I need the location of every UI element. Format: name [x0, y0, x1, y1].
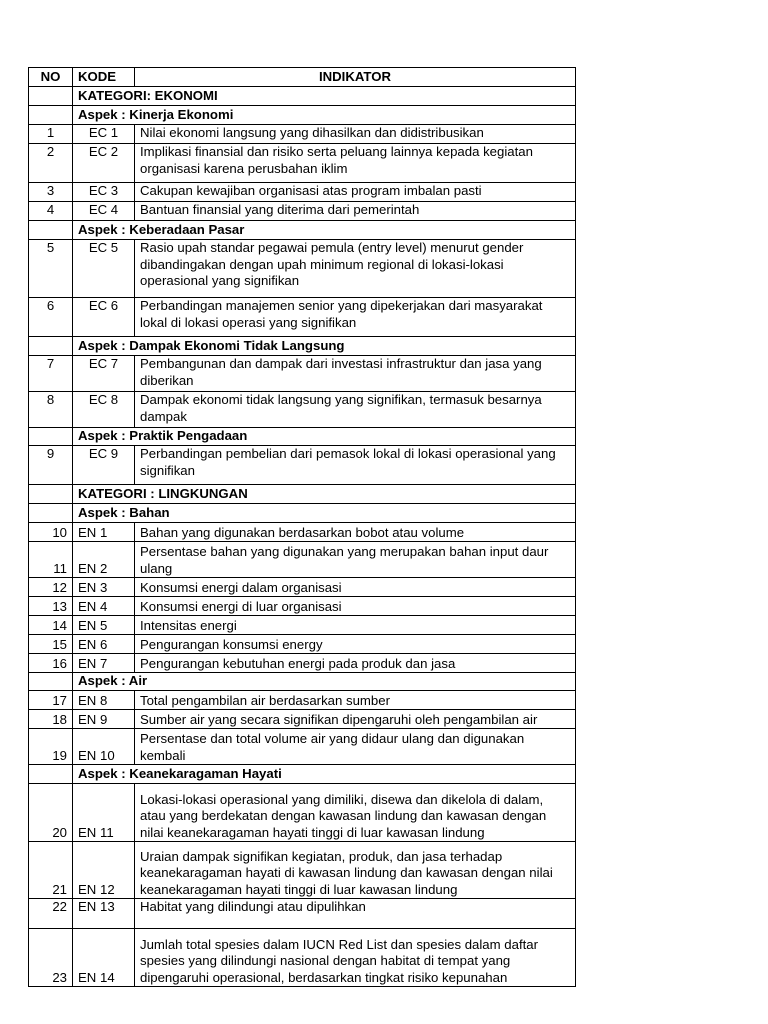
category-row — [29, 106, 576, 125]
table-row — [29, 929, 576, 987]
table-row — [29, 597, 576, 616]
category-label: Aspek : Praktik Pengadaan — [73, 428, 576, 446]
row-code: EN 11 — [73, 784, 135, 842]
table-row — [29, 899, 576, 929]
empty-cell — [29, 87, 73, 106]
row-indicator: Bahan yang digunakan berdasarkan bobot atau volume — [135, 523, 576, 542]
table-row — [29, 635, 576, 654]
row-number: 22 — [29, 899, 73, 929]
category-label: KATEGORI : LINGKUNGAN — [73, 485, 576, 504]
category-label: Aspek : Bahan — [73, 504, 576, 523]
row-number: 10 — [29, 523, 73, 542]
row-indicator: Jumlah total spesies dalam IUCN Red List dan spesies dalam daftar spesies yang dilindungi nasional dengan habitat di tempat yang dipengaruhi operasional, berdasarkan tingkat risiko kepunahan — [135, 929, 576, 987]
category-row — [29, 673, 576, 691]
row-indicator: Konsumsi energi dalam organisasi — [135, 578, 576, 597]
row-indicator: Sumber air yang secara signifikan dipengaruhi oleh pengambilan air — [135, 710, 576, 729]
empty-cell — [29, 673, 73, 691]
table-row — [29, 392, 576, 428]
row-code: EC 4 — [73, 202, 135, 221]
category-row — [29, 337, 576, 356]
row-number: 21 — [29, 842, 73, 899]
row-indicator: Implikasi finansial dan risiko serta peluang lainnya kepada kegiatan organisasi karena perusbahan iklim — [135, 144, 576, 183]
row-code: EN 7 — [73, 654, 135, 673]
row-indicator: Pengurangan kebutuhan energi pada produk dan jasa — [135, 654, 576, 673]
table-body — [29, 87, 576, 987]
row-number: 18 — [29, 710, 73, 729]
table-row — [29, 710, 576, 729]
table-row — [29, 356, 576, 392]
row-code: EC 7 — [73, 356, 135, 392]
row-number: 23 — [29, 929, 73, 987]
header-row — [29, 68, 576, 87]
indicator-table — [28, 67, 576, 987]
row-number: 8 — [29, 392, 73, 428]
row-code: EN 9 — [73, 710, 135, 729]
header-no: NO — [29, 68, 73, 87]
table-row — [29, 202, 576, 221]
row-code: EN 14 — [73, 929, 135, 987]
empty-cell — [29, 221, 73, 240]
table-row — [29, 523, 576, 542]
row-code: EN 12 — [73, 842, 135, 899]
row-indicator: Perbandingan manajemen senior yang dipekerjakan dari masyarakat lokal di lokasi operasi yang signifikan — [135, 298, 576, 337]
row-indicator: Pembangunan dan dampak dari investasi infrastruktur dan jasa yang diberikan — [135, 356, 576, 392]
table-row — [29, 654, 576, 673]
row-code: EN 1 — [73, 523, 135, 542]
row-number: 14 — [29, 616, 73, 635]
category-label: Aspek : Keanekaragaman Hayati — [73, 765, 576, 784]
table-row — [29, 578, 576, 597]
row-code: EN 6 — [73, 635, 135, 654]
table-row — [29, 691, 576, 710]
table-row — [29, 183, 576, 202]
table-row — [29, 842, 576, 899]
category-label: Aspek : Keberadaan Pasar — [73, 221, 576, 240]
header-indikator: INDIKATOR — [135, 68, 576, 87]
row-indicator: Rasio upah standar pegawai pemula (entry level) menurut gender dibandingakan dengan upah minimum regional di lokasi-lokasi operasional yang signifikan — [135, 240, 576, 298]
row-indicator: Konsumsi energi di luar organisasi — [135, 597, 576, 616]
category-row — [29, 87, 576, 106]
table-row — [29, 298, 576, 337]
table-row — [29, 542, 576, 578]
table-row — [29, 125, 576, 144]
row-number: 11 — [29, 542, 73, 578]
row-indicator: Nilai ekonomi langsung yang dihasilkan dan didistribusikan — [135, 125, 576, 144]
row-code: EN 3 — [73, 578, 135, 597]
row-number: 3 — [29, 183, 73, 202]
row-number: 1 — [29, 125, 73, 144]
empty-cell — [29, 428, 73, 446]
row-code: EN 5 — [73, 616, 135, 635]
row-indicator: Uraian dampak signifikan kegiatan, produk, dan jasa terhadap keanekaragaman hayati di kawasan lindung dan kawasan dengan nilai keanekaragaman hayati tinggi di luar kawasan lindung — [135, 842, 576, 899]
row-code: EC 6 — [73, 298, 135, 337]
row-code: EN 4 — [73, 597, 135, 616]
row-number: 5 — [29, 240, 73, 298]
row-indicator: Intensitas energi — [135, 616, 576, 635]
row-number: 6 — [29, 298, 73, 337]
row-indicator: Pengurangan konsumsi energy — [135, 635, 576, 654]
row-code: EC 2 — [73, 144, 135, 183]
table-row — [29, 144, 576, 183]
empty-cell — [29, 765, 73, 784]
row-indicator: Dampak ekonomi tidak langsung yang signifikan, termasuk besarnya dampak — [135, 392, 576, 428]
row-number: 20 — [29, 784, 73, 842]
row-number: 16 — [29, 654, 73, 673]
row-number: 7 — [29, 356, 73, 392]
row-code: EN 13 — [73, 899, 135, 929]
row-code: EN 8 — [73, 691, 135, 710]
row-number: 12 — [29, 578, 73, 597]
row-number: 2 — [29, 144, 73, 183]
row-indicator: Perbandingan pembelian dari pemasok lokal di lokasi operasional yang signifikan — [135, 446, 576, 485]
row-code: EN 2 — [73, 542, 135, 578]
row-number: 19 — [29, 729, 73, 765]
category-label: KATEGORI: EKONOMI — [73, 87, 576, 106]
row-indicator: Bantuan finansial yang diterima dari pemerintah — [135, 202, 576, 221]
empty-cell — [29, 337, 73, 356]
row-number: 17 — [29, 691, 73, 710]
row-code: EN 10 — [73, 729, 135, 765]
row-code: EC 8 — [73, 392, 135, 428]
row-code: EC 1 — [73, 125, 135, 144]
row-code: EC 5 — [73, 240, 135, 298]
row-indicator: Persentase bahan yang digunakan yang merupakan bahan input daur ulang — [135, 542, 576, 578]
header-kode: KODE — [73, 68, 135, 87]
row-indicator: Cakupan kewajiban organisasi atas program imbalan pasti — [135, 183, 576, 202]
category-label: Aspek : Air — [73, 673, 576, 691]
row-number: 4 — [29, 202, 73, 221]
category-row — [29, 765, 576, 784]
row-number: 9 — [29, 446, 73, 485]
table-row — [29, 616, 576, 635]
empty-cell — [29, 485, 73, 504]
row-code: EC 9 — [73, 446, 135, 485]
row-indicator: Total pengambilan air berdasarkan sumber — [135, 691, 576, 710]
category-row — [29, 428, 576, 446]
category-label: Aspek : Kinerja Ekonomi — [73, 106, 576, 125]
empty-cell — [29, 106, 73, 125]
category-row — [29, 221, 576, 240]
row-indicator: Lokasi-lokasi operasional yang dimiliki, disewa dan dikelola di dalam, atau yang berdekatan dengan kawasan lindung dan kawasan dengan nilai keanekaragaman hayati tinggi di luar kawasan lindung — [135, 784, 576, 842]
table-row — [29, 729, 576, 765]
table-row — [29, 784, 576, 842]
row-indicator: Persentase dan total volume air yang didaur ulang dan digunakan kembali — [135, 729, 576, 765]
category-row — [29, 504, 576, 523]
table-row — [29, 240, 576, 298]
empty-cell — [29, 504, 73, 523]
row-indicator: Habitat yang dilindungi atau dipulihkan — [135, 899, 576, 929]
row-number: 15 — [29, 635, 73, 654]
row-code: EC 3 — [73, 183, 135, 202]
category-row — [29, 485, 576, 504]
table-row — [29, 446, 576, 485]
category-label: Aspek : Dampak Ekonomi Tidak Langsung — [73, 337, 576, 356]
row-number: 13 — [29, 597, 73, 616]
